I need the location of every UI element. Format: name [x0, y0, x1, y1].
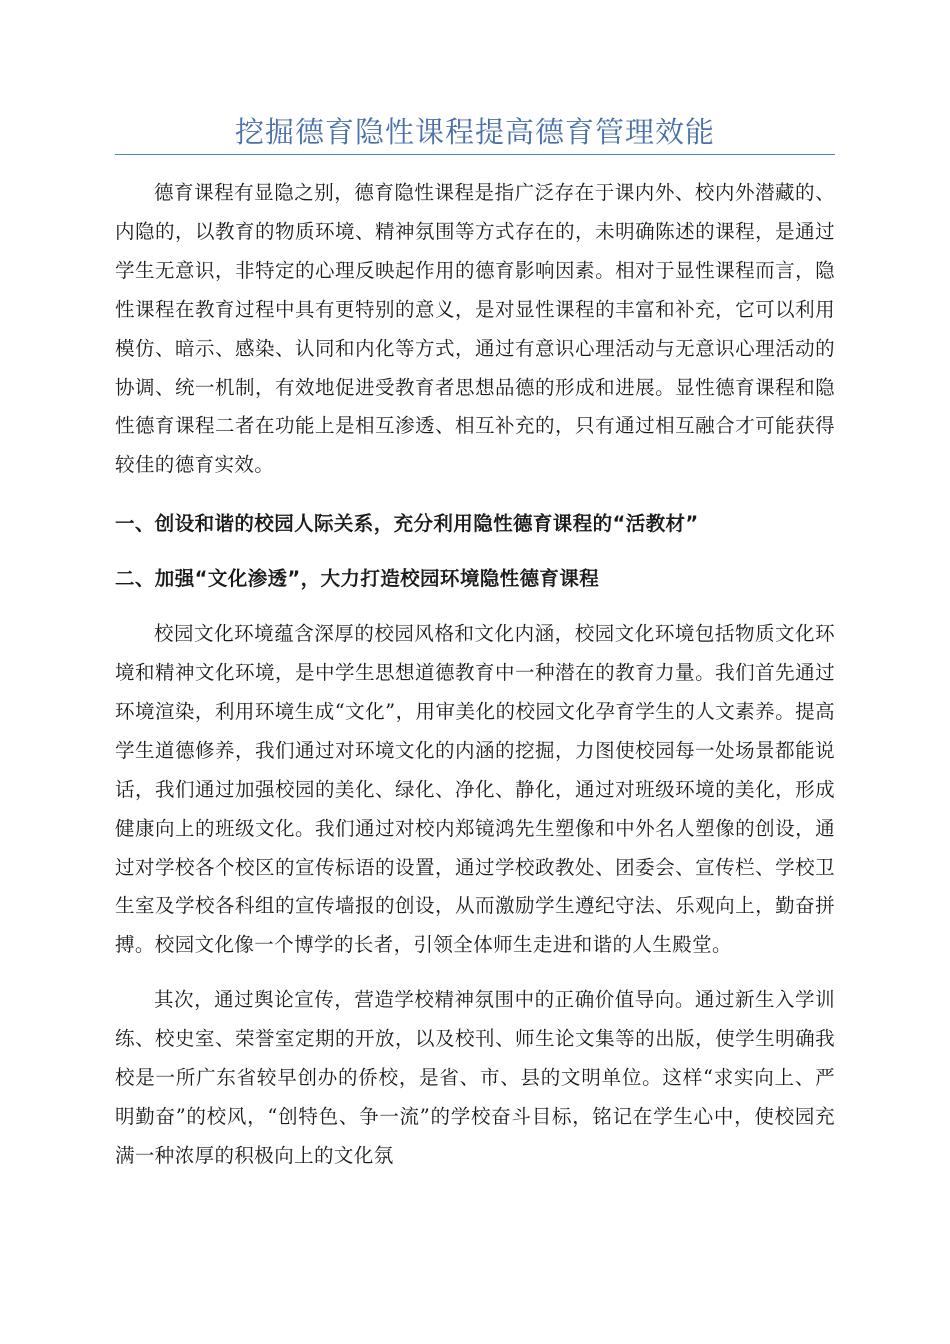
page-title: 挖掘德育隐性课程提高德育管理效能: [234, 115, 715, 149]
title-underline: [115, 154, 835, 155]
public-opinion-paragraph: 其次，通过舆论宣传，营造学校精神氛围中的正确价值导向。通过新生入学训练、校史室、荣誉室定期的开放，以及校刊、师生论文集等的出版，使学生明确我校是一所广东省较早创办的侨校，是省、市、县的文明单位。这样“求实向上、严明勤奋”的校风，“创特色、争一流”的学校奋斗目标，铭记在学生心中，使校园充满一种浓厚的积极向上的文化氛: [115, 988, 835, 1167]
campus-culture-paragraph: 校园文化环境蕴含深厚的校园风格和文化内涵，校园文化环境包括物质文化环境和精神文化环境，是中学生思想道德教育中一种潜在的教育力量。我们首先通过环境渲染，利用环境生成“文化”，用审美化的校园文化孕育学生的人文素养。提高学生道德修养，我们通过对环境文化的内涵的挖掘，力图使校园每一处场景都能说话，我们通过加强校园的美化、绿化、净化、静化，通过对班级环境的美化，形成健康向上的班级文化。我们通过对校内郑镜鸿先生塑像和中外名人塑像的创设，通过对学校各个校区的宣传标语的设置，通过学校政教处、团委会、宣传栏、学校卫生室及学校各科组的宣传墙报的创设，从而激励学生遵纪守法、乐观向上，勤奋拼搏。校园文化像一个博学的长者，引领全体师生走进和谐的人生殿堂。: [115, 622, 835, 957]
intro-paragraph: 德育课程有显隐之别，德育隐性课程是指广泛存在于课内外、校内外潜藏的、内隐的，以教育的物质环境、精神氛围等方式存在的，未明确陈述的课程，是通过学生无意识，非特定的心理反映起作用的德育影响因素。相对于显性课程而言，隐性课程在教育过程中具有更特别的意义，是对显性课程的丰富和补充，它可以利用模仿、暗示、感染、认同和内化等方式，通过有意识心理活动与无意识心理活动的协调、统一机制，有效地促进受教育者思想品德的形成和进展。显性德育课程和隐性德育课程二者在功能上是相互渗透、相互补充的，只有通过相互融合才可能获得较佳的德育实效。: [115, 181, 835, 477]
document-body: [115, 174, 835, 1176]
section-heading-1: 一、创设和谐的校园人际关系，充分利用隐性德育课程的“活教材”: [115, 512, 699, 536]
section-heading-2: 二、加强“文化渗透”，大力打造校园环境隐性德育课程: [115, 567, 600, 591]
